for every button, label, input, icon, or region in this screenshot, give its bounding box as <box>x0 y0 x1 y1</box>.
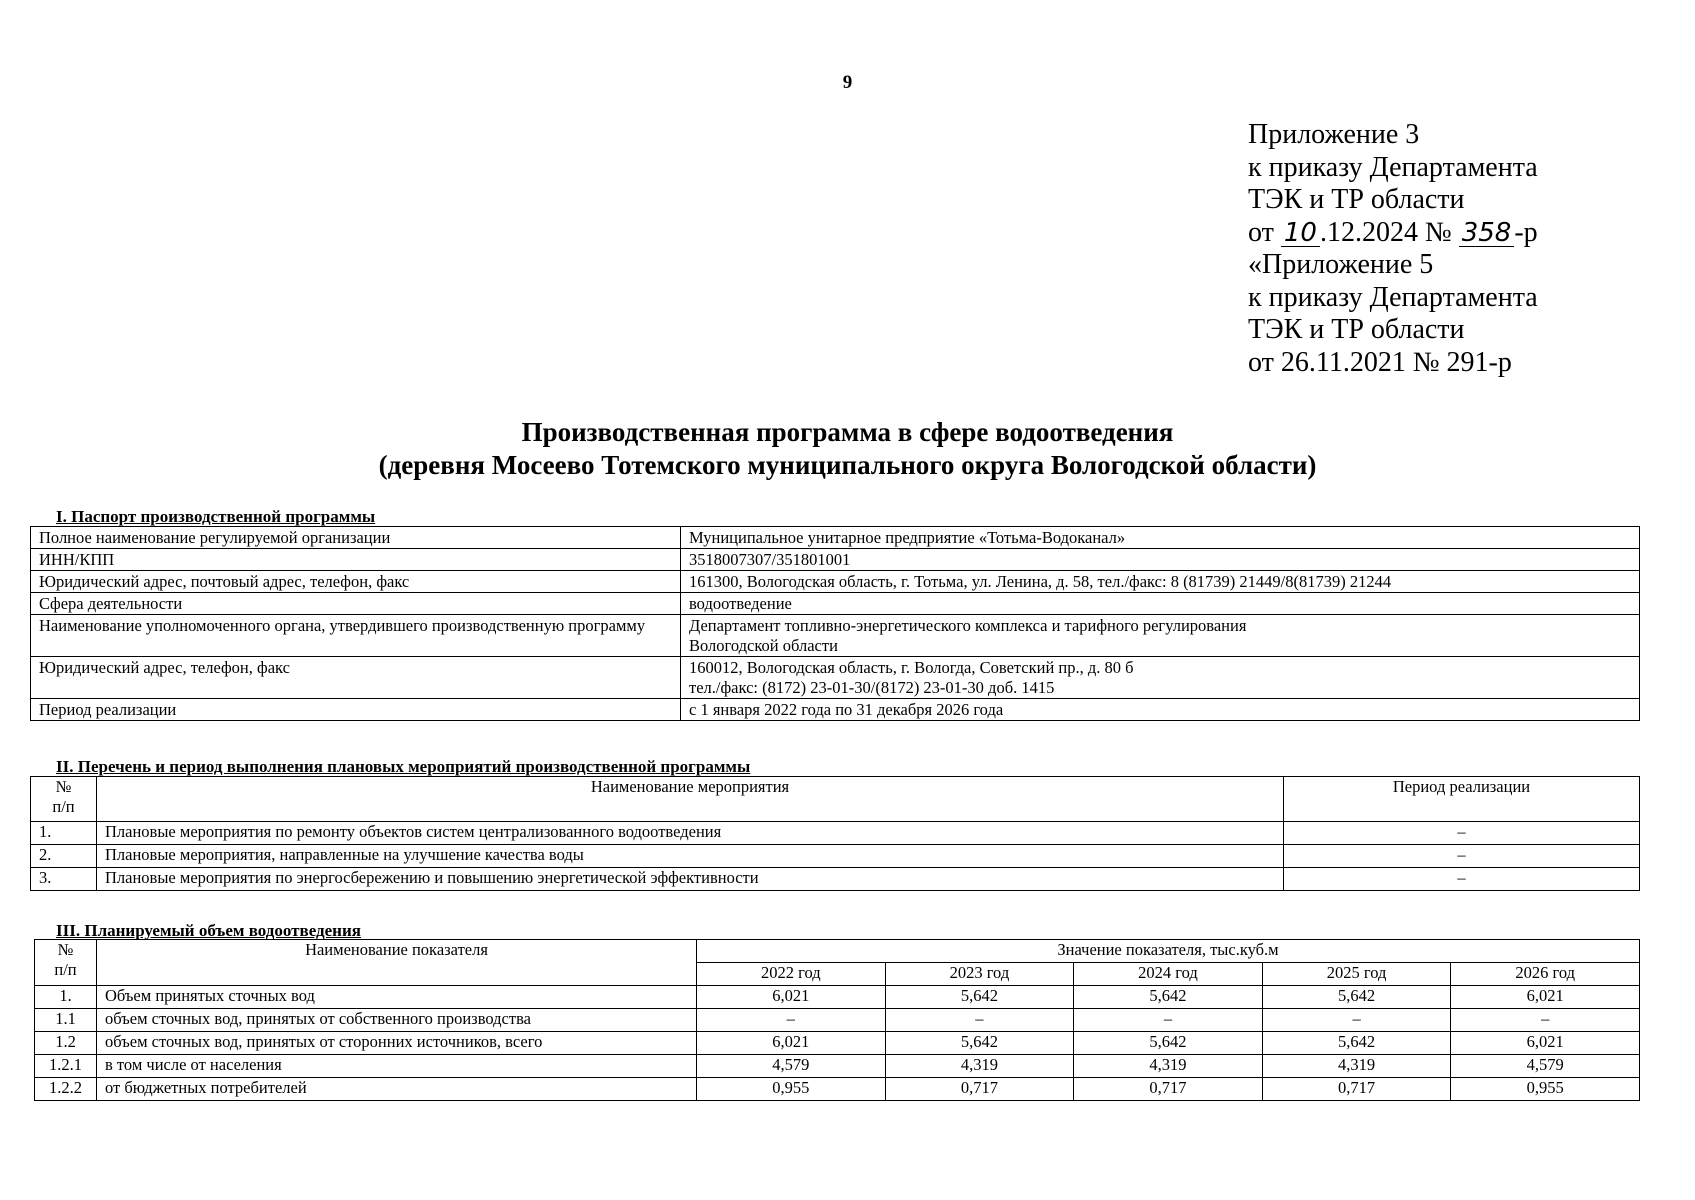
indicator-value: 4,319 <box>1262 1055 1451 1078</box>
indicator-value: – <box>697 1009 886 1032</box>
passport-row <box>31 593 1640 615</box>
page-number: 9 <box>842 72 853 93</box>
indicator-value: 0,717 <box>1074 1078 1263 1101</box>
appendix-line: от 26.11.2021 № 291-р <box>1248 346 1512 378</box>
indicator-value: 0,955 <box>1451 1078 1640 1101</box>
passport-value <box>681 527 1640 549</box>
row-number: 2. <box>31 845 97 868</box>
indicator-value: 5,642 <box>885 1032 1074 1055</box>
passport-value-line: Департамент топливно-энергетического комплекса и тарифного регулирования <box>689 616 1247 635</box>
indicator-value: 4,319 <box>1074 1055 1263 1078</box>
indicator-value: 0,717 <box>885 1078 1074 1101</box>
col-header-year: 2023 год <box>885 963 1074 986</box>
passport-value <box>681 593 1640 615</box>
table-row <box>35 1055 1640 1078</box>
row-number: 1. <box>31 822 97 845</box>
table-row <box>31 845 1640 868</box>
passport-label: Юридический адрес, телефон, факс <box>31 657 681 699</box>
indicator-name: Объем принятых сточных вод <box>97 986 697 1009</box>
row-number: 1.2 <box>35 1032 97 1055</box>
passport-value <box>681 657 1640 699</box>
indicator-name: объем сточных вод, принятых от собственного производства <box>97 1009 697 1032</box>
appendix-line: «Приложение 5 <box>1248 249 1434 280</box>
title-line-2: (деревня Мосеево Тотемского муниципального округа Вологодской области) <box>378 450 1317 480</box>
section-2-heading: II. Перечень и период выполнения плановых мероприятий производственной программы <box>56 757 751 776</box>
row-number: 1. <box>35 986 97 1009</box>
passport-value-line: 3518007307/351801001 <box>689 550 851 569</box>
indicator-value: 5,642 <box>885 986 1074 1009</box>
col-header-year: 2022 год <box>697 963 886 986</box>
indicator-value: 6,021 <box>1451 986 1640 1009</box>
activity-period: – <box>1284 822 1640 845</box>
indicator-value: 4,319 <box>885 1055 1074 1078</box>
order-suffix: -р <box>1514 216 1538 248</box>
indicator-value: 6,021 <box>697 986 886 1009</box>
col-header-no: № п/п <box>35 940 97 986</box>
table-row <box>31 868 1640 891</box>
table-row <box>35 1032 1640 1055</box>
appendix-line: к приказу Департамента <box>1248 151 1538 183</box>
section-3-heading: III. Планируемый объем водоотведения <box>56 921 361 940</box>
appendix-block <box>1248 119 1538 379</box>
passport-value <box>681 615 1640 657</box>
passport-value-line: водоотведение <box>689 594 792 613</box>
indicator-value: 6,021 <box>697 1032 886 1055</box>
passport-row <box>31 699 1640 721</box>
appendix-line: ТЭК и ТР области <box>1248 314 1465 345</box>
passport-label: Сфера деятельности <box>31 593 681 615</box>
passport-label: Наименование уполномоченного органа, утвердившего производственную программу <box>31 615 681 657</box>
passport-value-line: 161300, Вологодская область, г. Тотьма, ул. Ленина, д. 58, тел./факс: 8 (81739) 21449/8(81739) 21244 <box>689 572 1392 591</box>
col-header-value-group: Значение показателя, тыс.куб.м <box>697 940 1640 963</box>
indicator-name: от бюджетных потребителей <box>97 1078 697 1101</box>
appendix-line: Приложение 3 <box>1248 119 1420 150</box>
indicator-name: объем сточных вод, принятых от сторонних источников, всего <box>97 1032 697 1055</box>
passport-value-line: Муниципальное унитарное предприятие «Тотьма-Водоканал» <box>689 528 1126 547</box>
indicator-value: 4,579 <box>697 1055 886 1078</box>
handwritten-day: 10 <box>1281 220 1320 247</box>
col-header-name: Наименование мероприятия <box>97 777 1284 822</box>
order-prefix: от <box>1248 216 1281 248</box>
indicator-value: 0,717 <box>1262 1078 1451 1101</box>
activity-period: – <box>1284 868 1640 891</box>
passport-row <box>31 657 1640 699</box>
col-header-period: Период реализации <box>1284 777 1640 822</box>
indicator-value: 6,021 <box>1451 1032 1640 1055</box>
indicator-value: 5,642 <box>1074 986 1263 1009</box>
table-row <box>31 822 1640 845</box>
indicator-value: 5,642 <box>1262 986 1451 1009</box>
col-header-no: № п/п <box>31 777 97 822</box>
section-1-heading: I. Паспорт производственной программы <box>56 507 376 526</box>
passport-value-line: с 1 января 2022 года по 31 декабря 2026 года <box>689 700 1004 719</box>
passport-value <box>681 571 1640 593</box>
passport-row <box>31 549 1640 571</box>
indicator-value: – <box>1262 1009 1451 1032</box>
table-row <box>35 1009 1640 1032</box>
passport-row <box>31 527 1640 549</box>
row-number: 1.2.2 <box>35 1078 97 1101</box>
activity-name: Плановые мероприятия по ремонту объектов систем централизованного водоотведения <box>97 822 1284 845</box>
passport-label: Период реализации <box>31 699 681 721</box>
activities-table <box>30 776 1640 891</box>
passport-value-line: тел./факс: (8172) 23-01-30/(8172) 23-01-30 доб. 1415 <box>689 678 1055 697</box>
col-header-year: 2024 год <box>1074 963 1263 986</box>
passport-value <box>681 699 1640 721</box>
passport-row <box>31 615 1640 657</box>
passport-label: ИНН/КПП <box>31 549 681 571</box>
document-title <box>0 416 1695 482</box>
indicator-value: 5,642 <box>1074 1032 1263 1055</box>
handwritten-order-number: 358 <box>1459 220 1515 247</box>
passport-value-line: Вологодской области <box>689 636 838 655</box>
indicator-value: 0,955 <box>697 1078 886 1101</box>
passport-row <box>31 571 1640 593</box>
passport-value-line: 160012, Вологодская область, г. Вологда, Советский пр., д. 80 б <box>689 658 1134 677</box>
indicator-name: в том числе от населения <box>97 1055 697 1078</box>
appendix-line: ТЭК и ТР области <box>1248 184 1465 215</box>
activity-name: Плановые мероприятия по энергосбережению и повышению энергетической эффективности <box>97 868 1284 891</box>
order-date-rest: .12.2024 № <box>1319 216 1459 248</box>
indicator-value: – <box>1074 1009 1263 1032</box>
row-number: 3. <box>31 868 97 891</box>
indicator-value: 4,579 <box>1451 1055 1640 1078</box>
col-header-year: 2026 год <box>1451 963 1640 986</box>
activity-period: – <box>1284 845 1640 868</box>
table-row <box>35 1078 1640 1101</box>
col-header-name: Наименование показателя <box>97 940 697 986</box>
passport-label: Полное наименование регулируемой организации <box>31 527 681 549</box>
row-number: 1.1 <box>35 1009 97 1032</box>
indicator-value: – <box>1451 1009 1640 1032</box>
row-number: 1.2.1 <box>35 1055 97 1078</box>
passport-value <box>681 549 1640 571</box>
table-row <box>35 986 1640 1009</box>
activity-name: Плановые мероприятия, направленные на улучшение качества воды <box>97 845 1284 868</box>
indicator-value: – <box>885 1009 1074 1032</box>
title-line-1: Производственная программа в сфере водоотведения <box>521 417 1174 447</box>
appendix-line: к приказу Департамента <box>1248 281 1538 313</box>
col-header-year: 2025 год <box>1262 963 1451 986</box>
volume-table <box>34 939 1640 1101</box>
passport-label: Юридический адрес, почтовый адрес, телефон, факс <box>31 571 681 593</box>
order-date-line <box>1248 217 1538 250</box>
passport-table <box>30 526 1640 721</box>
indicator-value: 5,642 <box>1262 1032 1451 1055</box>
